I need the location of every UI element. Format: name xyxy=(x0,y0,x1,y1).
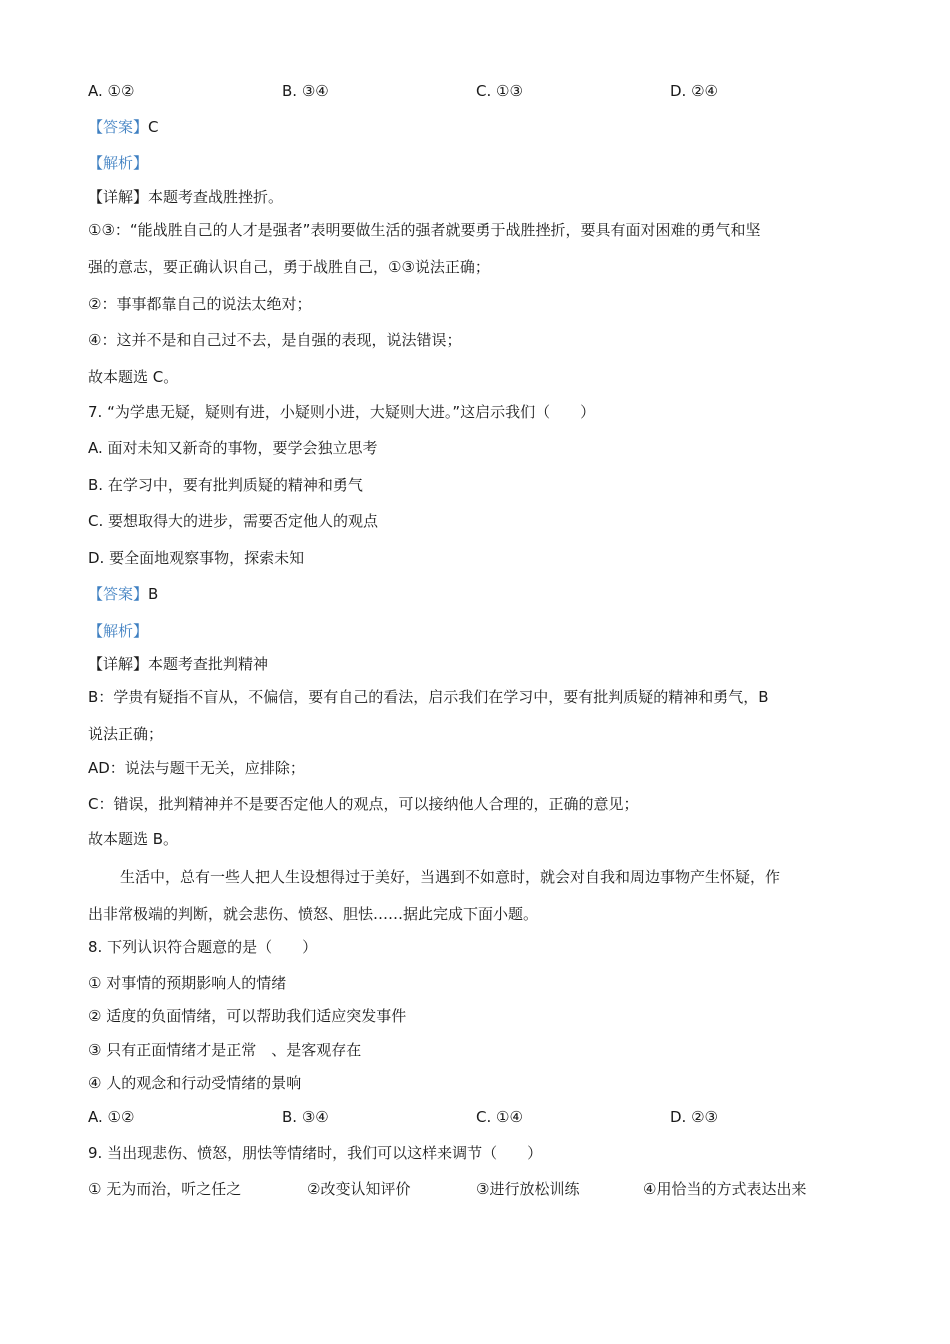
q6-answer xyxy=(88,117,159,137)
q7-option-d: D. 要全面地观察事物，探索未知 xyxy=(88,549,305,567)
q7-explain-3: C：错误，批判精神并不是要否定他人的观点，可以接纳他人合理的，正确的意见； xyxy=(88,795,639,813)
q6-option-a: A. ①② xyxy=(88,82,135,100)
q7-analysis-tag: 【解析】 xyxy=(88,622,149,640)
q6-option-d: D. ②④ xyxy=(670,82,718,100)
q9-item-4: ④用恰当的方式表达出来 xyxy=(643,1180,807,1198)
q7-explain-1b: 说法正确； xyxy=(88,725,164,743)
q6-explain-1b: 强的意志，要正确认识自己，勇于战胜自己，①③说法正确； xyxy=(88,258,490,276)
answer-tag: 【答案】 xyxy=(88,118,149,136)
q8-item-3: ③ 只有正面情绪才是正常 、是客观存在 xyxy=(88,1041,362,1059)
q8-item-2: ② 适度的负面情绪，可以帮助我们适应突发事件 xyxy=(88,1007,407,1025)
answer-tag: 【答案】 xyxy=(88,585,149,603)
q8-option-d: D. ②③ xyxy=(670,1108,718,1126)
q8-option-c: C. ①④ xyxy=(476,1108,523,1126)
q9-item-1: ① 无为而治，听之任之 xyxy=(88,1180,242,1198)
q7-stem: 7. “为学患无疑，疑则有进，小疑则小进，大疑则大进。”这启示我们（ ） xyxy=(88,403,596,421)
q7-option-b: B. 在学习中，要有批判质疑的精神和勇气 xyxy=(88,476,363,494)
answer-value: B xyxy=(148,585,159,603)
q7-answer xyxy=(88,584,158,604)
q7-explain-2: AD：说法与题干无关，应排除； xyxy=(88,759,305,777)
passage-line-1: 生活中，总有一些人把人生设想得过于美好，当遇到不如意时，就会对自我和周边事物产生怀疑，作 xyxy=(120,868,781,886)
q6-analysis-tag: 【解析】 xyxy=(88,154,149,172)
passage-line-2: 出非常极端的判断，就会悲伤、愤怒、胆怯……据此完成下面小题。 xyxy=(88,905,539,923)
q9-item-2: ②改变认知评价 xyxy=(307,1180,411,1198)
q6-option-c: C. ①③ xyxy=(476,82,523,100)
q8-item-1: ① 对事情的预期影响人的情绪 xyxy=(88,974,287,992)
q6-explain-2: ②：事事都靠自己的说法太绝对； xyxy=(88,295,312,313)
q8-option-a: A. ①② xyxy=(88,1108,135,1126)
q8-item-4: ④ 人的观念和行动受情绪的景响 xyxy=(88,1074,302,1092)
q9-stem: 9. 当出现悲伤、愤怒，朋怯等情绪时，我们可以这样来调节（ ） xyxy=(88,1144,543,1162)
q6-explain-1a: ①③：“能战胜自己的人才是强者”表明要做生活的强者就要勇于战胜挫折，要具有面对困难的勇气和坚 xyxy=(88,221,761,239)
q8-option-b: B. ③④ xyxy=(282,1108,329,1126)
answer-value: C xyxy=(148,118,159,136)
q6-option-b: B. ③④ xyxy=(282,82,329,100)
q6-conclusion: 故本题选 C。 xyxy=(88,368,179,386)
q7-detail: 【详解】本题考查批判精神 xyxy=(88,655,269,673)
q7-option-a: A. 面对未知又新奇的事物，要学会独立思考 xyxy=(88,439,378,457)
q6-explain-3: ④：这并不是和自己过不去，是自强的表现，说法错误； xyxy=(88,331,462,349)
q6-detail: 【详解】本题考查战胜挫折。 xyxy=(88,188,284,206)
q7-explain-1a: B：学贵有疑指不盲从，不偏信，要有自己的看法，启示我们在学习中，要有批判质疑的精神和勇气，B xyxy=(88,688,769,706)
q7-option-c: C. 要想取得大的进步，需要否定他人的观点 xyxy=(88,512,379,530)
q8-stem: 8. 下列认识符合题意的是（ ） xyxy=(88,938,318,956)
q7-conclusion: 故本题选 B。 xyxy=(88,830,179,848)
q9-item-3: ③进行放松训练 xyxy=(476,1180,580,1198)
